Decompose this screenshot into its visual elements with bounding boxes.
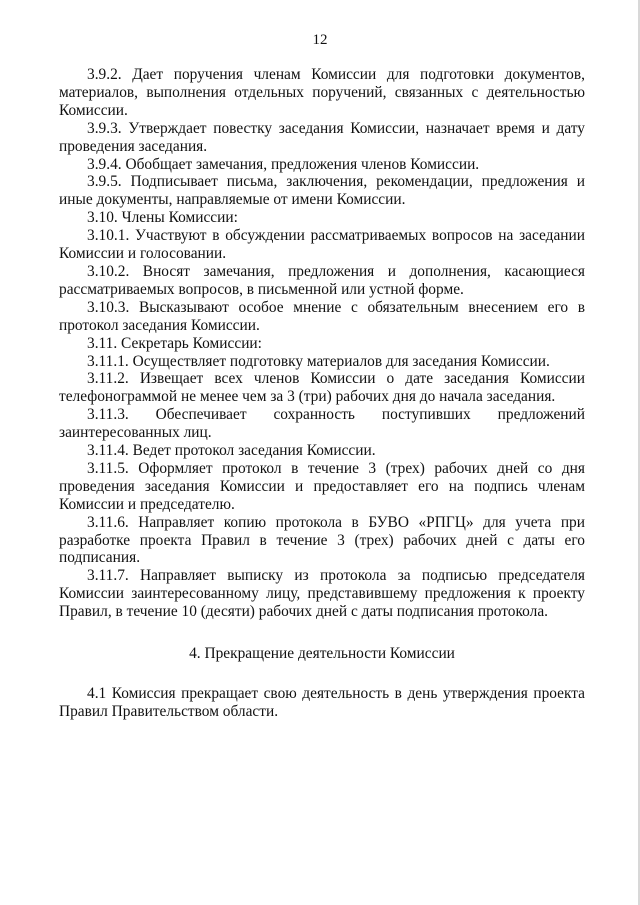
paragraph-3-11-7: 3.11.7. Направляет выписку из протокола за подписью председателя Комиссии заинтересованному лицу, представившему предложения к проекту Правил, в течение 10 (десяти) рабочих дней с даты подписания протокола. xyxy=(59,567,585,621)
paragraph-3-11-5: 3.11.5. Оформляет протокол в течение 3 (трех) рабочих дней со дня проведения заседания Комиссии и предоставляет его на подпись членам Комиссии и председателю. xyxy=(59,459,585,513)
paragraph-3-10-1: 3.10.1. Участвуют в обсуждении рассматриваемых вопросов на заседании Комиссии и голосовании. xyxy=(59,227,585,263)
paragraph-3-11-6: 3.11.6. Направляет копию протокола в БУВО «РПГЦ» для учета при разработке проекта Правил в течение 3 (трех) рабочих дней с даты его подписания. xyxy=(59,513,585,567)
document-body xyxy=(59,66,585,721)
paragraph-3-9-5: 3.9.5. Подписывает письма, заключения, рекомендации, предложения и иные документы, направляемые от имени Комиссии. xyxy=(59,173,585,209)
paragraph-3-10: 3.10. Члены Комиссии: xyxy=(87,209,238,227)
paragraph-3-9-3: 3.9.3. Утверждает повестку заседания Комиссии, назначает время и дату проведения заседания. xyxy=(59,119,585,155)
paragraph-3-10-2: 3.10.2. Вносят замечания, предложения и дополнения, касающиеся рассматриваемых вопросов, в письменной или устной форме. xyxy=(59,262,585,298)
paragraph-3-9-4: 3.9.4. Обобщает замечания, предложения членов Комиссии. xyxy=(87,155,480,173)
paragraph-3-11: 3.11. Секретарь Комиссии: xyxy=(87,334,262,352)
paragraph-4-1: 4.1 Комиссия прекращает свою деятельность в день утверждения проекта Правил Правительством области. xyxy=(59,685,585,720)
section-heading: 4. Прекращение деятельности Комиссии xyxy=(189,645,455,663)
page-number: 12 xyxy=(312,32,328,48)
paragraph-3-11-3: 3.11.3. Обеспечивает сохранность поступивших предложений заинтересованных лиц. xyxy=(59,406,585,442)
paragraph-3-9-2: 3.9.2. Дает поручения членам Комиссии для подготовки документов, материалов, выполнения отдельных поручений, связанных с деятельностью Комиссии. xyxy=(59,66,585,119)
paragraph-3-11-4: 3.11.4. Ведет протокол заседания Комиссии. xyxy=(87,442,376,460)
paragraph-3-11-2: 3.11.2. Извещает всех членов Комиссии о дате заседания Комиссии телефонограммой не менее чем за 3 (три) рабочих дня до начала заседания. xyxy=(59,370,585,406)
paragraph-3-10-3: 3.10.3. Высказывают особое мнение с обязательным внесением его в протокол заседания Комиссии. xyxy=(59,298,585,334)
paragraph-3-11-1: 3.11.1. Осуществляет подготовку материалов для заседания Комиссии. xyxy=(87,352,550,370)
